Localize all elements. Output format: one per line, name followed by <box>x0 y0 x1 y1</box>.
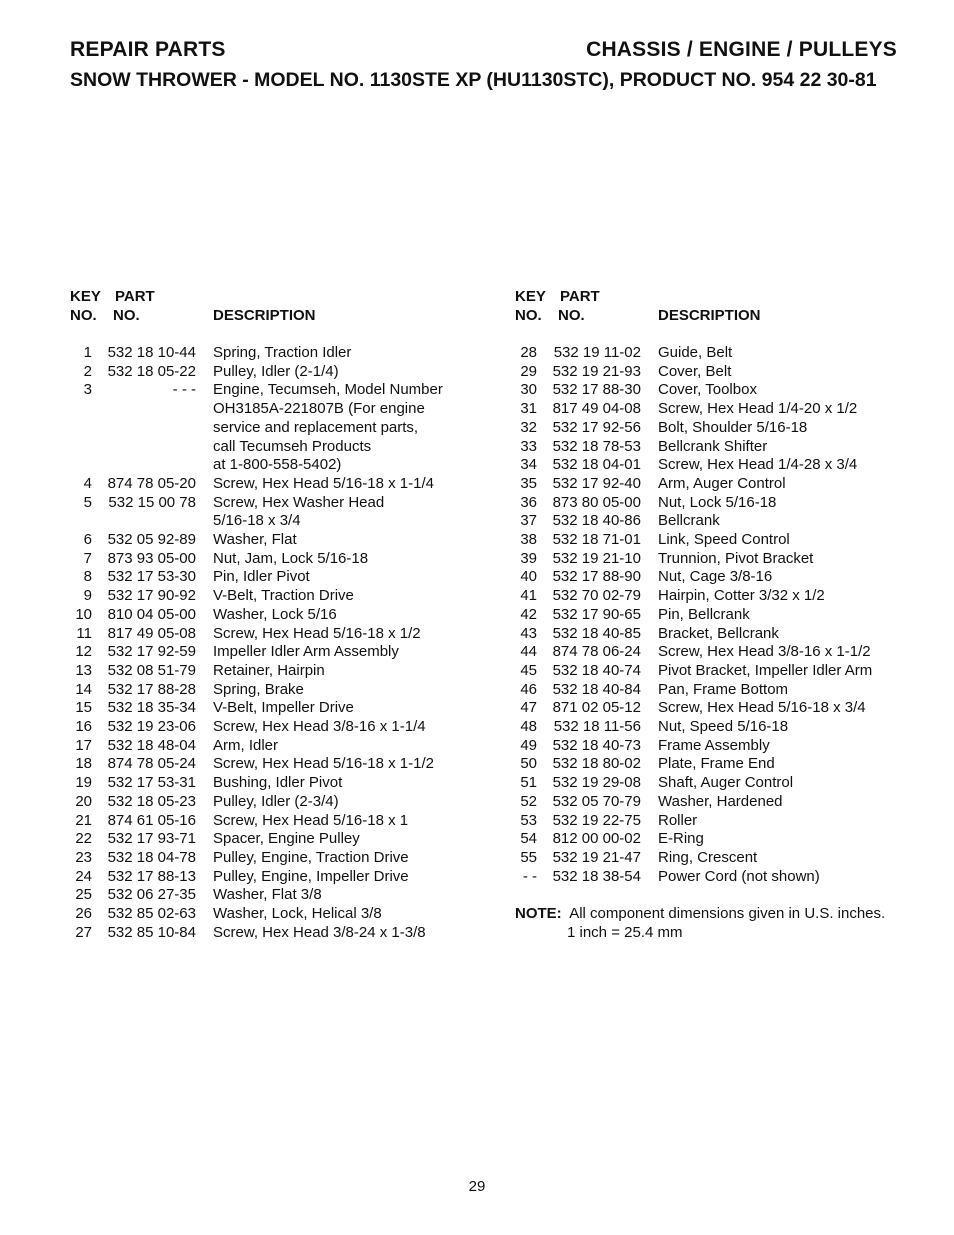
part-description: Pulley, Idler (2-3/4) <box>213 792 339 810</box>
key-number: 26 <box>75 905 92 923</box>
note-text-line1: All component dimensions given in U.S. inches. <box>569 905 886 923</box>
part-description: Power Cord (not shown) <box>658 867 820 885</box>
key-number: 28 <box>520 344 537 361</box>
key-number: 41 <box>520 587 537 605</box>
table-row <box>70 587 470 606</box>
key-number <box>70 456 92 475</box>
table-row <box>70 494 470 513</box>
table-row <box>515 400 915 419</box>
part-description: Hairpin, Cotter 3/32 x 1/2 <box>658 587 825 605</box>
part-description: Screw, Hex Head 5/16-18 x 1/2 <box>213 624 421 642</box>
key-number: 4 <box>83 474 92 492</box>
part-number: 532 17 53-30 <box>107 568 196 586</box>
part-description: Plate, Frame End <box>658 755 775 773</box>
column-headers <box>70 288 470 326</box>
table-row <box>515 755 915 774</box>
key-number: 54 <box>520 830 537 848</box>
table-row <box>515 625 915 644</box>
parts-list-right <box>515 288 915 942</box>
part-number: 532 19 21-93 <box>552 362 641 380</box>
description-header: DESCRIPTION <box>658 307 761 324</box>
part-number <box>92 456 196 475</box>
part-number: 532 18 48-04 <box>107 736 196 754</box>
part-number: 532 19 29-08 <box>552 774 641 792</box>
table-row <box>515 606 915 625</box>
part-description: Cover, Belt <box>658 362 732 380</box>
key-number: 43 <box>520 624 537 642</box>
key-number: 36 <box>520 493 537 511</box>
key-number: 35 <box>520 474 537 492</box>
part-number: 532 19 22-75 <box>552 811 641 829</box>
part-description: Screw, Hex Head 5/16-18 x 1 <box>213 811 409 829</box>
table-row <box>70 868 470 887</box>
part-description: Link, Speed Control <box>658 531 790 549</box>
part-number: 532 85 10-84 <box>107 923 196 941</box>
note-label: NOTE: <box>515 905 562 923</box>
table-row <box>70 774 470 793</box>
part-number: 532 18 40-73 <box>552 736 641 754</box>
part-number: 532 19 23-06 <box>107 718 196 736</box>
part-description: Pan, Frame Bottom <box>658 680 789 698</box>
key-number: 29 <box>520 362 537 380</box>
key-number: 46 <box>520 680 537 698</box>
table-row <box>515 550 915 569</box>
part-description: Bushing, Idler Pivot <box>213 774 343 792</box>
table-row <box>70 924 470 943</box>
key-number: 17 <box>75 736 92 754</box>
part-number: 532 18 40-74 <box>552 661 641 679</box>
key-number: 39 <box>520 549 537 567</box>
part-number: 532 17 88-13 <box>107 867 196 885</box>
part-description: Guide, Belt <box>658 344 733 361</box>
part-number: 532 70 02-79 <box>552 587 641 605</box>
key-number: 19 <box>75 774 92 792</box>
part-number: 874 78 06-24 <box>552 643 641 661</box>
page-number: 29 <box>468 1178 486 1195</box>
table-row <box>515 699 915 718</box>
table-row <box>515 381 915 400</box>
table-row <box>70 699 470 718</box>
key-number: 34 <box>520 456 537 474</box>
part-number: 532 18 40-86 <box>552 512 641 530</box>
part-description: Screw, Hex Head 3/8-24 x 1-3/8 <box>213 923 426 941</box>
table-row <box>515 438 915 457</box>
key-number: 50 <box>520 755 537 773</box>
part-description: Frame Assembly <box>658 736 770 754</box>
key-number: 42 <box>520 605 537 623</box>
part-description: Washer, Lock 5/16 <box>213 605 337 623</box>
dimensions-note <box>515 904 915 942</box>
table-row <box>515 830 915 849</box>
part-number: 532 17 92-59 <box>107 643 196 661</box>
part-number: 532 19 11-02 <box>553 344 641 361</box>
table-row <box>70 568 470 587</box>
description-header: DESCRIPTION <box>213 307 316 324</box>
table-row <box>515 662 915 681</box>
part-number: 532 18 04-78 <box>107 848 196 866</box>
part-description: OH3185A-221807B (For engine <box>213 400 425 418</box>
part-number: 532 85 02-63 <box>107 905 196 923</box>
key-number: 10 <box>75 605 92 623</box>
part-description: Washer, Hardened <box>658 792 783 810</box>
part-description: 5/16-18 x 3/4 <box>213 512 301 530</box>
part-header-line2: NO. <box>113 307 140 324</box>
part-description: Spring, Brake <box>213 680 304 698</box>
part-description: Screw, Hex Head 1/4-28 x 3/4 <box>658 456 858 474</box>
table-row <box>70 363 470 382</box>
key-number: 38 <box>520 531 537 549</box>
part-number: 532 18 11-56 <box>553 718 641 736</box>
part-description: Screw, Hex Head 3/8-16 x 1-1/4 <box>213 718 426 736</box>
parts-list-left <box>70 288 470 943</box>
table-row <box>70 625 470 644</box>
key-header-line1: KEY <box>515 288 546 305</box>
table-row <box>70 886 470 905</box>
part-number: 532 15 00 78 <box>108 493 196 511</box>
part-description: E-Ring <box>658 830 704 848</box>
table-row <box>515 774 915 793</box>
part-description: V-Belt, Traction Drive <box>213 587 354 605</box>
table-row <box>515 793 915 812</box>
key-header-line1: KEY <box>70 288 101 305</box>
key-number: 53 <box>520 811 537 829</box>
part-number: 532 17 88-28 <box>107 680 196 698</box>
key-number: 32 <box>520 418 537 436</box>
part-description: Spring, Traction Idler <box>213 344 352 361</box>
table-row <box>515 475 915 494</box>
part-description: Bellcrank <box>658 512 720 530</box>
key-number: 48 <box>520 718 537 736</box>
table-row <box>70 849 470 868</box>
part-number: 532 18 35-34 <box>107 699 196 717</box>
part-description: Roller <box>658 811 698 829</box>
table-row <box>70 606 470 625</box>
key-number: 20 <box>75 792 92 810</box>
table-row <box>515 849 915 868</box>
part-description: Nut, Lock 5/16-18 <box>658 493 777 511</box>
key-number: 33 <box>520 437 537 455</box>
table-row <box>70 812 470 831</box>
key-number: 24 <box>75 867 92 885</box>
key-number <box>70 400 92 419</box>
part-description: V-Belt, Impeller Drive <box>213 699 354 717</box>
table-row <box>515 643 915 662</box>
table-row <box>515 363 915 382</box>
part-description: Nut, Jam, Lock 5/16-18 <box>213 549 369 567</box>
table-row <box>70 681 470 700</box>
column-headers <box>515 288 915 326</box>
note-text-line2: 1 inch = 25.4 mm <box>567 924 683 942</box>
part-number: 532 18 04-01 <box>552 456 641 474</box>
part-header-line2: NO. <box>558 307 585 324</box>
part-description: Engine, Tecumseh, Model Number <box>213 381 443 399</box>
key-number <box>70 512 92 531</box>
key-number: 40 <box>520 568 537 586</box>
part-description: call Tecumseh Products <box>213 437 372 455</box>
part-number: 532 18 38-54 <box>552 867 641 885</box>
part-description: Washer, Lock, Helical 3/8 <box>213 905 382 923</box>
table-row <box>70 381 470 400</box>
part-description: Screw, Hex Head 5/16-18 x 1-1/4 <box>213 474 434 492</box>
part-description: Cover, Toolbox <box>658 381 757 399</box>
key-number: 49 <box>520 736 537 754</box>
part-number: 874 78 05-24 <box>107 755 196 773</box>
table-row <box>70 456 470 475</box>
part-number: 532 18 05-22 <box>107 362 196 380</box>
table-row <box>70 830 470 849</box>
parts-rows-right <box>515 344 915 886</box>
part-number: 532 17 88-90 <box>552 568 641 586</box>
part-description: Impeller Idler Arm Assembly <box>213 643 399 661</box>
part-number: 532 06 27-35 <box>107 886 196 904</box>
key-number: 44 <box>520 643 537 661</box>
table-row <box>515 456 915 475</box>
part-number: 532 17 90-65 <box>552 605 641 623</box>
part-number: 812 00 00-02 <box>552 830 641 848</box>
table-row <box>515 419 915 438</box>
table-row <box>515 568 915 587</box>
table-row <box>515 868 915 887</box>
key-number: 8 <box>83 568 92 586</box>
table-row <box>70 475 470 494</box>
part-number: 873 80 05-00 <box>552 493 641 511</box>
part-description: Pulley, Engine, Traction Drive <box>213 848 409 866</box>
header-category-title: CHASSIS / ENGINE / PULLEYS <box>586 38 897 61</box>
part-number: 817 49 04-08 <box>552 400 641 418</box>
key-number: 12 <box>75 643 92 661</box>
key-number: 7 <box>83 549 92 567</box>
part-description: Arm, Idler <box>213 736 279 754</box>
table-row <box>515 494 915 513</box>
key-number: 30 <box>520 381 537 399</box>
key-number: 2 <box>83 362 92 380</box>
part-description: Pulley, Engine, Impeller Drive <box>213 867 409 885</box>
table-row <box>70 643 470 662</box>
table-row <box>70 512 470 531</box>
key-number: 47 <box>520 699 537 717</box>
part-description: Pin, Bellcrank <box>658 605 750 623</box>
header-section-title: REPAIR PARTS <box>70 38 226 61</box>
key-number: 31 <box>520 400 537 418</box>
part-number: 532 18 40-84 <box>552 680 641 698</box>
key-number: 9 <box>83 587 92 605</box>
part-number: 873 93 05-00 <box>107 549 196 567</box>
part-number: 532 17 53-31 <box>107 774 196 792</box>
part-description: Washer, Flat <box>213 531 297 549</box>
part-number <box>92 512 196 531</box>
part-number <box>92 400 196 419</box>
part-number: 532 05 92-89 <box>107 531 196 549</box>
part-number: 532 18 80-02 <box>552 755 641 773</box>
part-number: 817 49 05-08 <box>107 624 196 642</box>
part-description: Trunnion, Pivot Bracket <box>658 549 814 567</box>
key-number: 18 <box>75 755 92 773</box>
key-number: 45 <box>520 661 537 679</box>
key-number: 14 <box>75 680 92 698</box>
part-description: Pin, Idler Pivot <box>213 568 310 586</box>
key-header-line2: NO. <box>515 307 542 324</box>
key-number <box>70 419 92 438</box>
part-description: Screw, Hex Head 5/16-18 x 1-1/2 <box>213 755 434 773</box>
key-number: 6 <box>83 531 92 549</box>
table-row <box>70 662 470 681</box>
part-number <box>92 438 196 457</box>
key-number: 23 <box>75 848 92 866</box>
key-number: 3 <box>83 381 92 399</box>
part-description: Bolt, Shoulder 5/16-18 <box>658 418 808 436</box>
key-number: - - <box>522 867 537 885</box>
key-number: 15 <box>75 699 92 717</box>
table-row <box>515 681 915 700</box>
key-number: 1 <box>83 344 92 361</box>
table-row <box>70 793 470 812</box>
part-description: Screw, Hex Washer Head <box>213 493 385 511</box>
table-row <box>70 550 470 569</box>
key-number: 55 <box>520 848 537 866</box>
key-number: 37 <box>520 512 537 530</box>
part-description: Bellcrank Shifter <box>658 437 768 455</box>
part-number: 532 18 78-53 <box>552 437 641 455</box>
part-description: Screw, Hex Head 3/8-16 x 1-1/2 <box>658 643 871 661</box>
key-number: 11 <box>76 624 92 642</box>
part-description: Nut, Speed 5/16-18 <box>658 718 789 736</box>
part-number: 874 78 05-20 <box>107 474 196 492</box>
key-number: 51 <box>520 774 537 792</box>
part-number: 532 17 92-56 <box>552 418 641 436</box>
table-row <box>70 400 470 419</box>
part-description: at 1-800-558-5402) <box>213 456 342 474</box>
part-number: 532 18 40-85 <box>552 624 641 642</box>
key-header-line2: NO. <box>70 307 97 324</box>
key-number: 5 <box>83 493 92 511</box>
part-description: Pivot Bracket, Impeller Idler Arm <box>658 661 873 679</box>
table-row <box>515 718 915 737</box>
table-row <box>70 755 470 774</box>
part-number: 871 02 05-12 <box>552 699 641 717</box>
part-number: - - - <box>172 381 196 399</box>
key-number: 27 <box>75 923 92 941</box>
part-number: 532 17 90-92 <box>107 587 196 605</box>
page-subtitle: SNOW THROWER - MODEL NO. 1130STE XP (HU1130STC), PRODUCT NO. 954 22 30-81 <box>70 69 877 91</box>
part-number: 532 08 51-79 <box>107 661 196 679</box>
part-number <box>92 419 196 438</box>
key-number <box>70 438 92 457</box>
part-number: 532 17 92-40 <box>552 474 641 492</box>
table-row <box>515 344 915 363</box>
key-number: 21 <box>75 811 92 829</box>
part-description: Bracket, Bellcrank <box>658 624 779 642</box>
parts-rows-left <box>70 344 470 943</box>
table-row <box>70 344 470 363</box>
key-number: 52 <box>520 792 537 810</box>
part-number: 532 17 88-30 <box>552 381 641 399</box>
table-row <box>70 718 470 737</box>
table-row <box>515 737 915 756</box>
table-row <box>515 587 915 606</box>
part-description: service and replacement parts, <box>213 418 419 436</box>
part-number: 532 18 71-01 <box>552 531 641 549</box>
part-description: Ring, Crescent <box>658 848 758 866</box>
part-number: 874 61 05-16 <box>107 811 196 829</box>
table-row <box>515 812 915 831</box>
table-row <box>515 531 915 550</box>
part-number: 532 19 21-47 <box>552 848 641 866</box>
table-row <box>70 531 470 550</box>
part-description: Shaft, Auger Control <box>658 774 794 792</box>
part-number: 532 18 05-23 <box>107 792 196 810</box>
part-description: Screw, Hex Head 5/16-18 x 3/4 <box>658 699 866 717</box>
part-number: 532 17 93-71 <box>107 830 196 848</box>
table-row <box>70 438 470 457</box>
part-number: 532 18 10-44 <box>107 344 196 361</box>
part-description: Screw, Hex Head 1/4-20 x 1/2 <box>658 400 858 418</box>
table-row <box>515 512 915 531</box>
table-row <box>70 905 470 924</box>
part-description: Nut, Cage 3/8-16 <box>658 568 773 586</box>
table-row <box>70 419 470 438</box>
part-description: Spacer, Engine Pulley <box>213 830 360 848</box>
part-header-line1: PART <box>115 288 155 305</box>
part-description: Retainer, Hairpin <box>213 661 325 679</box>
part-description: Pulley, Idler (2-1/4) <box>213 362 339 380</box>
key-number: 22 <box>75 830 92 848</box>
part-number: 810 04 05-00 <box>107 605 196 623</box>
key-number: 13 <box>75 661 92 679</box>
key-number: 16 <box>75 718 92 736</box>
part-description: Washer, Flat 3/8 <box>213 886 322 904</box>
key-number: 25 <box>75 886 92 904</box>
part-header-line1: PART <box>560 288 600 305</box>
part-number: 532 19 21-10 <box>552 549 641 567</box>
table-row <box>70 737 470 756</box>
part-description: Arm, Auger Control <box>658 474 786 492</box>
part-number: 532 05 70-79 <box>552 792 641 810</box>
